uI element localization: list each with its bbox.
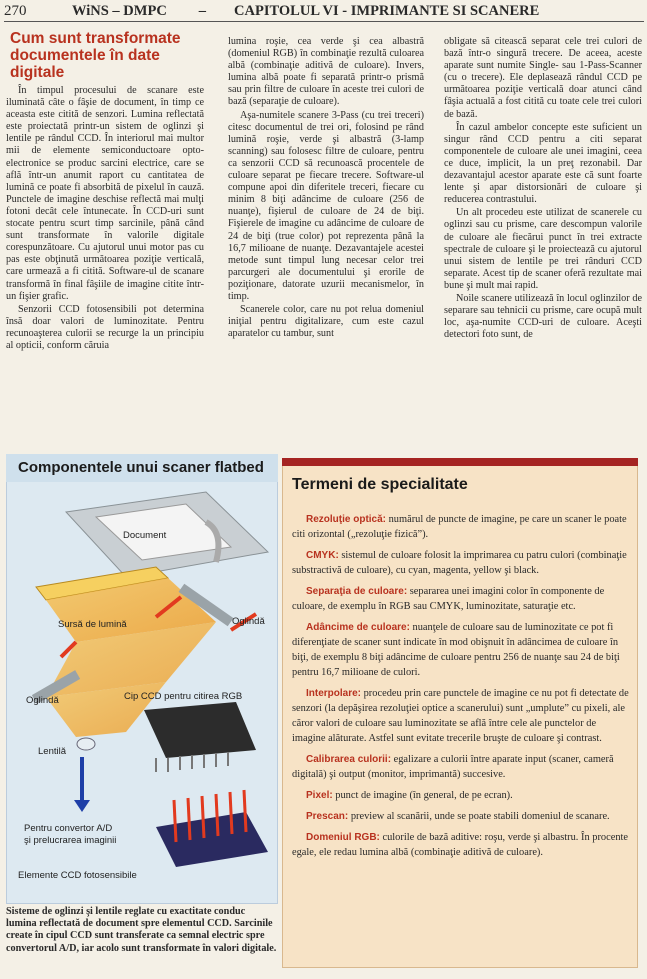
article-column-3 [444,36,642,342]
term-name: Separaţia de culoare: [306,586,408,597]
term-definition: punct de imagine (în general, de pe ecran). [332,790,513,801]
paragraph: Scanerele color, care nu pot reluа domeniul iniţial pentru digitalizare, cum este cazul aparatelor cu tambur, sunt [228,304,424,340]
label-document: Document [123,530,167,541]
terms-accent-bar [282,458,638,466]
term-item [292,620,632,680]
term-definition: preview al scanării, unde se poate stabili domeniul de scanare. [348,811,610,822]
paragraph: În timpul procesului de scanare este iluminată câte o fâşie de document, în timp ce aceasta este citită de senzori. Lumina reflectată este proiectată printr-un sistem de oglinzi şi lentile pe rândul CCD. În interiorul mai multor mii de elemente semiconductoare opto-electronice se produc sarcini electrice, care se află într-un anumit raport cu cantitatea de lumină ce poate fi absorbită de pixelul în cauză. Punctele de imagine deschise reflectă mai mulţi fotoni decât cele întunecate. În CCD-uri sunt stocate pentru scurt timp sarcinile, până când sunt transformate în valorile digitale corespunzătoare. Cu ajutorul unui motor pas cu pas este obţinută următoarea poziţie verticală, care urmează a fi citită. Software-ul de scanare transformă în final fâşiile de imagine citite într-un fişier grafic. [6,85,204,302]
term-name: CMYK: [306,550,339,561]
term-name: Domeniul RGB: [306,832,380,843]
article-column-1 [6,30,204,353]
label-ccd-chip: Cip CCD pentru citirea RGB [124,691,243,702]
label-lens: Lentilă [38,746,66,757]
paragraph: În cazul ambelor concepte este suficient un singur rând CCD pentru a citi separat componentele de culoare ale unei imagini, ceea ce duce, implicit, la un preţ rezonabil. Dar dezavantajul acestor aparate este că sunt foarte lente şi apar distorsionări de culoare şi reducerea contrastului. [444,121,642,206]
label-converter-2: şi prelucrarea imaginii [24,835,117,846]
ccd-elements [156,790,268,867]
term-definition: nuanţele de culoare sau de luminozitate ce pot fi diferenţiate de scaner sunt indicate în mod obişnuit în adâncimea de culoare în biţi, de exemplu 8 biţi adâncime de culoare pentru 256 de nuanţe sau 24 de biţi pentru 16,7 milioane de culori. [292,622,620,678]
figure-title: Componentele unui scaner flatbed [6,454,278,482]
ccd-chip [144,702,256,758]
terms-list [292,512,632,866]
term-item [292,788,632,803]
term-definition: sistemul de culoare folosit la imprimarea cu patru culori (combinaţie substractivă de culoare), cu cyan, magenta, yellow şi black. [292,550,627,576]
term-item [292,809,632,824]
page-header [4,2,644,22]
article-title: Cum sunt transformate documentele în date digitale [10,30,181,81]
term-item [292,686,632,746]
paragraph: Un alt procedeu este utilizat de scanerele cu oglinzi sau cu prisme, care descompun valorile de culoare ale fiecărui punct în trei extracte spectrale de culoare şi le proiectează cu ajutorul unui sistem de lentile pe trei rânduri CCD separate. Acest tip de scaner oferă rezultate mai bune şi mult mai rapid. [444,207,642,291]
term-name: Rezoluţie optică: [306,514,387,525]
term-definition: culorile de bază aditive: roşu, verde şi albastru. În procente egale, ele redau lumina albă (combinaţie aditivă de culoare). [292,832,629,858]
label-light-source: Sursă de lumină [58,619,127,630]
term-item [292,584,632,614]
term-item [292,752,632,782]
lens [77,738,95,750]
term-name: Prescan: [306,811,349,822]
term-definition: numărul de puncte de imagine, pe care un scaner le poate citi orizontal („rezoluţie fizică”). [292,514,627,540]
term-definition: procedeu prin care punctele de imagine ce nu pot fi detectate de senzori (la depăşirea rezoluţiei optice a scanerului) sunt „umplute” cu pixeli, ale căror valori de culoare sau luminozitate se află între cele ale punctelor de imagine alăturate. Astfel sunt evitate trecerile bruşte de culoare şi contrast. [292,688,629,744]
paragraph: lumina roşie, cea verde şi cea albastră (domeniul RGB) în combinaţie rezultă culoarea albă (combinaţie aditivă de culoare). Invers, lumina albă poate fi separată printr-o prismă sau prin filtre de culoare în aceste trei culori de bază (separaţie de culoare). [228,36,424,108]
article-column-2 [228,36,424,341]
paragraph: Senzorii CCD fotosensibili pot determina însă doar valori de luminozitate. Pentru recunoaşterea culorii se recurge la un principiu al opticii, conform căruia [6,303,204,351]
page-number: 270 [4,3,27,19]
term-name: Pixel: [306,790,333,801]
term-item [292,830,632,860]
label-mirror-left: Oglindă [26,695,59,706]
figure-caption: Sisteme de oglinzi şi lentile reglate cu exactitate conduc lumina reflectată de document spre elementul CCD. Sarcinile create în cipul CCD sunt transferate ca semnal electric spre convertorul A/D, iar acolo sunt transformate în valori digitale. [6,906,277,954]
term-item [292,548,632,578]
label-converter-1: Pentru convertor A/D [24,823,113,834]
term-name: Calibrarea culorii: [306,754,392,765]
paragraph: obligate să citească separat cele trei culori de bază într-o singură trecere. De aceea, aceste aparate sunt numite Single- sau 1-Pass-Scanner (cu o trecere). Ele deplasează rândul CCD pe următoarea poziţie verticală doar atunci când fâşia actuală a fost citită cu toate cele trei culori de bază. [444,36,642,120]
term-item [292,512,632,542]
term-definition: egalizare a culorii între aparate input (scaner, cameră digitală) şi output (monitor, imprimantă) succesive. [292,754,614,780]
paragraph: Aşa-numitele scanere 3-Pass (cu trei treceri) citesc documentul de trei ori, folosind pe rând lumină roşie, verde şi albastră (3-lamp scanning) sau folosesc filtre de culoare, pentru ca senzorii CCD să recunoască procentele de culoare separat pe fiecare trecere. Software-ul compune apoi din diferitele treceri, fiecare cu minim 8 biţi adâncime de culoare (256 de nuanţe), fişierul de culoare de 24 de biţi. Fişierele de imagine cu adâncime de culoare de 24 de biţi (true color) pot reprezenta până la 16,7 milioane de nuanţe. Dezavantajele acestei metode sunt timpul lung necesar celor trei parcurgeri ale documentului şi erorile de poziţionare, datorate uzurii mecanismelor, în timp. [228,109,424,302]
label-mirror-top: Oglindă [232,616,265,627]
paragraph: Noile scanere utilizează în locul oglinzilor de separare sau tehnicii cu prisme, care ocupă mult loc, aşa-numite CCD-uri de culoare. Aceşti detectori foto sunt, de [444,292,642,341]
header-dash: – [198,3,207,19]
term-name: Adâncime de culoare: [306,622,410,633]
term-definition: separarea unei imagini color în componente de culoare, de exemplu în RGB sau CMYK, luminozitate, saturaţie etc. [292,586,605,612]
label-ccd-elements: Elemente CCD fotosensibile [18,870,137,881]
series-name: WiNS – DMPC [72,3,167,19]
term-name: Interpolare: [306,688,362,699]
terms-title: Termeni de specialitate [292,476,468,493]
chapter-title: CAPITOLUL VI - IMPRIMANTE SI SCANERE [234,3,540,19]
